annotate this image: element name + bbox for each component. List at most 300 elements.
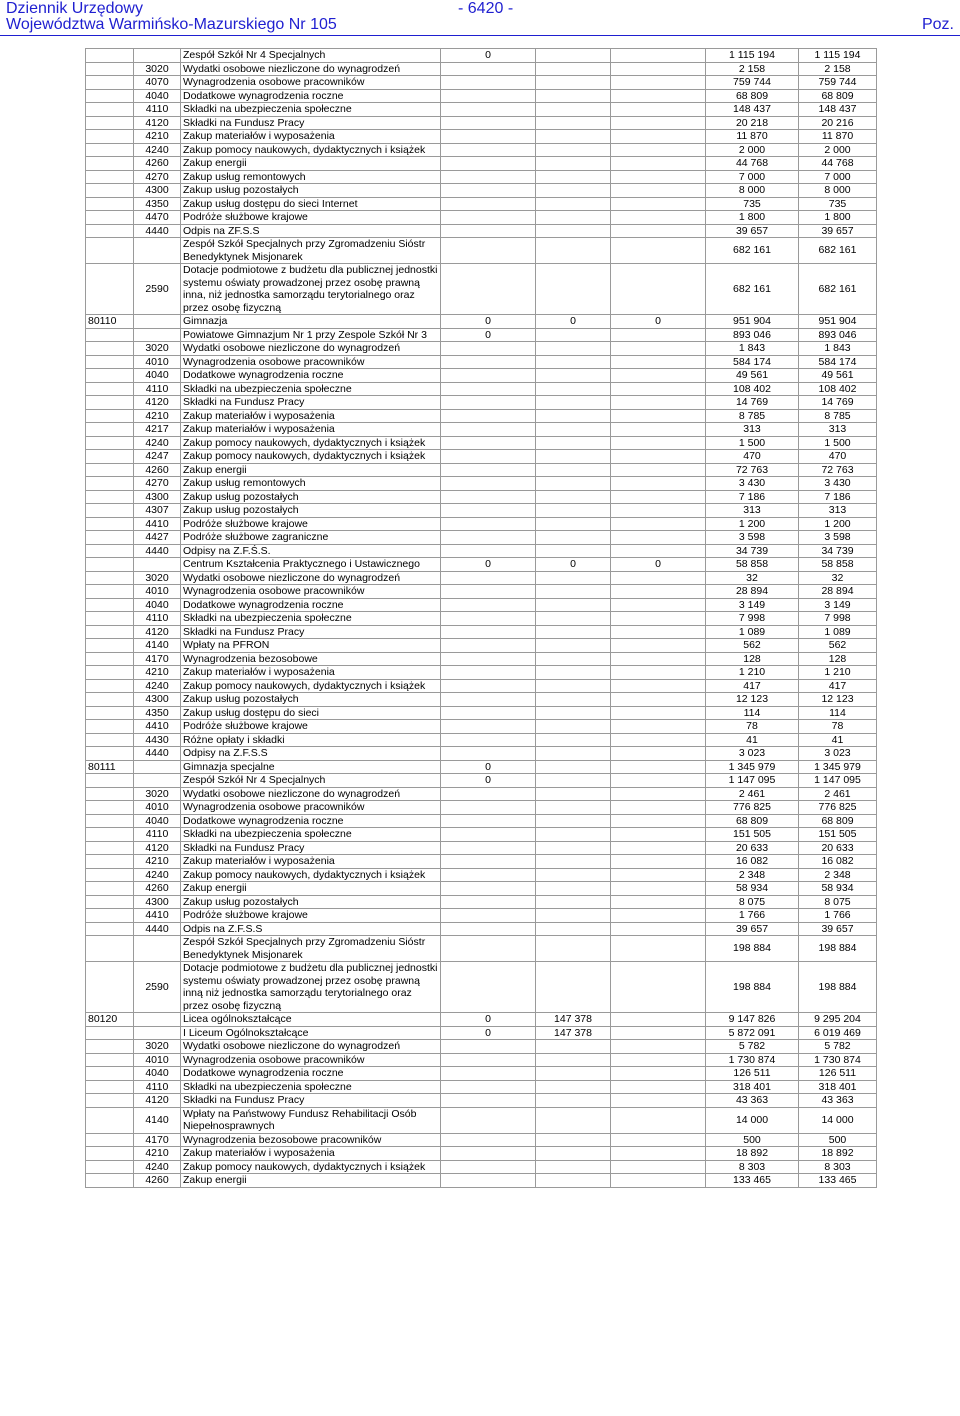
section-code-cell (86, 103, 134, 117)
description-cell: Zakup usług pozostałych (181, 184, 441, 198)
paragraph-code-cell: 4260 (134, 882, 181, 896)
amount-col-1-cell (441, 1107, 536, 1133)
amount-col-5-cell: 14 769 (799, 396, 877, 410)
amount-col-2-cell (536, 652, 611, 666)
table-row (86, 76, 877, 90)
amount-col-1-cell: 0 (441, 760, 536, 774)
amount-col-3-cell (611, 760, 706, 774)
table-row (86, 409, 877, 423)
paragraph-code-cell: 4350 (134, 706, 181, 720)
section-code-cell (86, 922, 134, 936)
amount-col-5-cell: 3 598 (799, 531, 877, 545)
amount-col-2-cell (536, 369, 611, 383)
amount-col-1-cell (441, 1080, 536, 1094)
amount-col-1-cell (441, 490, 536, 504)
amount-col-4-cell: 951 904 (706, 315, 799, 329)
paragraph-code-cell: 4440 (134, 922, 181, 936)
table-row (86, 814, 877, 828)
section-code-cell (86, 1133, 134, 1147)
table-row (86, 733, 877, 747)
amount-col-5-cell: 470 (799, 450, 877, 464)
amount-col-3-cell (611, 841, 706, 855)
section-code-cell (86, 382, 134, 396)
section-code-cell (86, 828, 134, 842)
section-code-cell (86, 585, 134, 599)
table-row (86, 436, 877, 450)
table-row (86, 1040, 877, 1054)
amount-col-3-cell (611, 598, 706, 612)
amount-col-2-cell (536, 1080, 611, 1094)
amount-col-5-cell: 562 (799, 639, 877, 653)
table-row (86, 315, 877, 329)
amount-col-2-cell (536, 841, 611, 855)
section-code-cell (86, 211, 134, 225)
amount-col-3-cell (611, 409, 706, 423)
section-code-cell (86, 436, 134, 450)
amount-col-3-cell (611, 666, 706, 680)
table-row (86, 1080, 877, 1094)
amount-col-1-cell (441, 882, 536, 896)
amount-col-3-cell (611, 116, 706, 130)
amount-col-4-cell: 8 075 (706, 895, 799, 909)
amount-col-4-cell: 114 (706, 706, 799, 720)
amount-col-3-cell (611, 369, 706, 383)
amount-col-4-cell: 43 363 (706, 1094, 799, 1108)
amount-col-1-cell (441, 238, 536, 264)
description-cell: Zakup usług pozostałych (181, 693, 441, 707)
amount-col-4-cell: 5 782 (706, 1040, 799, 1054)
amount-col-3-cell (611, 463, 706, 477)
paragraph-code-cell: 4110 (134, 382, 181, 396)
amount-col-3-cell (611, 720, 706, 734)
description-cell: Zakup energii (181, 157, 441, 171)
table-row (86, 382, 877, 396)
description-cell: Licea ogólnokształcące (181, 1013, 441, 1027)
description-cell: Gimnazja (181, 315, 441, 329)
amount-col-1-cell (441, 531, 536, 545)
table-row (86, 1107, 877, 1133)
table-row (86, 936, 877, 962)
section-code-cell (86, 477, 134, 491)
amount-col-3-cell (611, 625, 706, 639)
description-cell: Zakup materiałów i wyposażenia (181, 423, 441, 437)
section-code-cell (86, 747, 134, 761)
amount-col-2-cell (536, 747, 611, 761)
table-row (86, 342, 877, 356)
paragraph-code-cell: 4110 (134, 612, 181, 626)
amount-col-5-cell: 8 785 (799, 409, 877, 423)
paragraph-code-cell: 4010 (134, 585, 181, 599)
amount-col-3-cell (611, 531, 706, 545)
amount-col-3-cell (611, 1174, 706, 1188)
amount-col-2-cell (536, 355, 611, 369)
amount-col-2-cell (536, 224, 611, 238)
amount-col-2-cell (536, 328, 611, 342)
amount-col-5-cell: 9 295 204 (799, 1013, 877, 1027)
paragraph-code-cell (134, 315, 181, 329)
amount-col-4-cell: 1 800 (706, 211, 799, 225)
amount-col-4-cell: 1 147 095 (706, 774, 799, 788)
amount-col-1-cell (441, 1147, 536, 1161)
section-code-cell (86, 639, 134, 653)
section-code-cell (86, 962, 134, 1013)
paragraph-code-cell: 4110 (134, 1080, 181, 1094)
amount-col-3-cell (611, 490, 706, 504)
amount-col-5-cell: 58 858 (799, 558, 877, 572)
amount-col-3-cell (611, 733, 706, 747)
amount-col-5-cell: 1 147 095 (799, 774, 877, 788)
amount-col-1-cell (441, 801, 536, 815)
amount-col-3-cell (611, 143, 706, 157)
amount-col-2-cell (536, 342, 611, 356)
table-row (86, 1147, 877, 1161)
amount-col-4-cell: 562 (706, 639, 799, 653)
amount-col-5-cell: 2 000 (799, 143, 877, 157)
paragraph-code-cell: 4140 (134, 1107, 181, 1133)
amount-col-1-cell (441, 1160, 536, 1174)
section-code-cell (86, 369, 134, 383)
table-row (86, 652, 877, 666)
amount-col-4-cell: 34 739 (706, 544, 799, 558)
amount-col-5-cell: 759 744 (799, 76, 877, 90)
amount-col-1-cell: 0 (441, 774, 536, 788)
description-cell: Odpisy na Z.F.Ś.S. (181, 544, 441, 558)
amount-col-3-cell (611, 544, 706, 558)
amount-col-2-cell (536, 909, 611, 923)
description-cell: Zespół Szkół Nr 4 Specjalnych (181, 774, 441, 788)
amount-col-4-cell: 313 (706, 504, 799, 518)
amount-col-5-cell: 58 934 (799, 882, 877, 896)
amount-col-2-cell (536, 211, 611, 225)
amount-col-1-cell (441, 517, 536, 531)
amount-col-1-cell (441, 211, 536, 225)
amount-col-4-cell: 8 000 (706, 184, 799, 198)
section-code-cell (86, 895, 134, 909)
paragraph-code-cell: 4040 (134, 89, 181, 103)
amount-col-5-cell: 49 561 (799, 369, 877, 383)
description-cell: Wynagrodzenia osobowe pracowników (181, 76, 441, 90)
amount-col-1-cell (441, 1067, 536, 1081)
amount-col-3-cell: 0 (611, 315, 706, 329)
amount-col-3-cell (611, 747, 706, 761)
description-cell: Wynagrodzenia osobowe pracowników (181, 1053, 441, 1067)
amount-col-4-cell: 9 147 826 (706, 1013, 799, 1027)
amount-col-3-cell (611, 612, 706, 626)
paragraph-code-cell: 4270 (134, 477, 181, 491)
description-cell: Składki na Fundusz Pracy (181, 1094, 441, 1108)
table-row (86, 450, 877, 464)
description-cell: Wydatki osobowe niezliczone do wynagrodzeń (181, 62, 441, 76)
section-code-cell (86, 720, 134, 734)
amount-col-2-cell (536, 1133, 611, 1147)
amount-col-5-cell: 1 766 (799, 909, 877, 923)
section-code-cell (86, 116, 134, 130)
section-code-cell (86, 197, 134, 211)
table-row (86, 504, 877, 518)
section-code-cell (86, 612, 134, 626)
amount-col-4-cell: 3 023 (706, 747, 799, 761)
amount-col-5-cell: 1 843 (799, 342, 877, 356)
amount-col-5-cell: 8 075 (799, 895, 877, 909)
amount-col-4-cell: 20 633 (706, 841, 799, 855)
amount-col-4-cell: 68 809 (706, 814, 799, 828)
section-code-cell (86, 882, 134, 896)
section-code-cell (86, 238, 134, 264)
section-code-cell (86, 733, 134, 747)
section-code-cell (86, 1160, 134, 1174)
description-cell: Centrum Kształcenia Praktycznego i Ustawicznego (181, 558, 441, 572)
amount-col-1-cell (441, 598, 536, 612)
paragraph-code-cell: 4260 (134, 463, 181, 477)
amount-col-3-cell (611, 504, 706, 518)
amount-col-3-cell (611, 693, 706, 707)
amount-col-2-cell (536, 760, 611, 774)
table-row (86, 264, 877, 315)
description-cell: Zakup usług pozostałych (181, 895, 441, 909)
table-row (86, 130, 877, 144)
section-code-cell (86, 679, 134, 693)
amount-col-1-cell (441, 1094, 536, 1108)
amount-col-1-cell (441, 922, 536, 936)
amount-col-5-cell: 151 505 (799, 828, 877, 842)
section-code-cell (86, 693, 134, 707)
table-row (86, 787, 877, 801)
table-row (86, 369, 877, 383)
table-row (86, 801, 877, 815)
amount-col-4-cell: 32 (706, 571, 799, 585)
table-row (86, 922, 877, 936)
amount-col-5-cell: 44 768 (799, 157, 877, 171)
amount-col-5-cell: 133 465 (799, 1174, 877, 1188)
table-row (86, 211, 877, 225)
section-code-cell (86, 868, 134, 882)
amount-col-2-cell (536, 828, 611, 842)
amount-col-1-cell (441, 962, 536, 1013)
table-row (86, 558, 877, 572)
section-code-cell: 80111 (86, 760, 134, 774)
amount-col-1-cell (441, 463, 536, 477)
description-cell: Wydatki osobowe niezliczone do wynagrodzeń (181, 342, 441, 356)
paragraph-code-cell: 4120 (134, 841, 181, 855)
amount-col-3-cell: 0 (611, 558, 706, 572)
amount-col-1-cell (441, 342, 536, 356)
amount-col-2-cell (536, 436, 611, 450)
amount-col-3-cell (611, 585, 706, 599)
amount-col-3-cell (611, 936, 706, 962)
amount-col-4-cell: 318 401 (706, 1080, 799, 1094)
description-cell: Wynagrodzenia bezosobowe pracowników (181, 1133, 441, 1147)
table-row (86, 882, 877, 896)
amount-col-4-cell: 7 998 (706, 612, 799, 626)
amount-col-3-cell (611, 909, 706, 923)
paragraph-code-cell: 4300 (134, 693, 181, 707)
paragraph-code-cell: 4040 (134, 814, 181, 828)
amount-col-3-cell (611, 423, 706, 437)
amount-col-2-cell (536, 1160, 611, 1174)
amount-col-2-cell (536, 76, 611, 90)
amount-col-5-cell: 1 089 (799, 625, 877, 639)
table-row (86, 747, 877, 761)
amount-col-2-cell (536, 922, 611, 936)
header-divider (0, 35, 960, 36)
section-code-cell (86, 706, 134, 720)
amount-col-1-cell (441, 130, 536, 144)
amount-col-1-cell: 0 (441, 49, 536, 63)
amount-col-3-cell (611, 224, 706, 238)
section-code-cell (86, 130, 134, 144)
paragraph-code-cell: 4300 (134, 184, 181, 198)
amount-col-5-cell: 148 437 (799, 103, 877, 117)
amount-col-3-cell (611, 828, 706, 842)
description-cell: Podróże służbowe zagraniczne (181, 531, 441, 545)
amount-col-1-cell (441, 504, 536, 518)
amount-col-1-cell (441, 436, 536, 450)
amount-col-4-cell: 16 082 (706, 855, 799, 869)
section-code-cell (86, 143, 134, 157)
amount-col-2-cell (536, 1147, 611, 1161)
section-code-cell (86, 355, 134, 369)
section-code-cell (86, 1174, 134, 1188)
section-code-cell (86, 1040, 134, 1054)
description-cell: Zakup pomocy naukowych, dydaktycznych i książek (181, 868, 441, 882)
paragraph-code-cell: 4350 (134, 197, 181, 211)
amount-col-3-cell (611, 774, 706, 788)
table-row (86, 585, 877, 599)
amount-col-2-cell (536, 130, 611, 144)
amount-col-5-cell: 39 657 (799, 922, 877, 936)
amount-col-3-cell (611, 396, 706, 410)
amount-col-1-cell (441, 62, 536, 76)
description-cell: Wynagrodzenia osobowe pracowników (181, 801, 441, 815)
amount-col-1-cell (441, 170, 536, 184)
section-code-cell (86, 855, 134, 869)
amount-col-1-cell (441, 639, 536, 653)
description-cell: I Liceum Ogólnokształcące (181, 1026, 441, 1040)
amount-col-4-cell: 12 123 (706, 693, 799, 707)
table-row (86, 355, 877, 369)
description-cell: Dotacje podmiotowe z budżetu dla publicznej jednostki systemu oświaty prowadzonej przez osobę prawną inna, niż jednostka samorządu terytorialnego oraz przez osobę fizyczną (181, 264, 441, 315)
amount-col-2-cell (536, 463, 611, 477)
amount-col-1-cell (441, 382, 536, 396)
description-cell: Składki na ubezpieczenia społeczne (181, 1080, 441, 1094)
amount-col-1-cell: 0 (441, 315, 536, 329)
table-row (86, 517, 877, 531)
amount-col-3-cell (611, 328, 706, 342)
section-code-cell (86, 264, 134, 315)
amount-col-5-cell: 20 633 (799, 841, 877, 855)
amount-col-3-cell (611, 89, 706, 103)
amount-col-1-cell: 0 (441, 328, 536, 342)
section-code-cell (86, 76, 134, 90)
amount-col-5-cell: 68 809 (799, 89, 877, 103)
section-code-cell (86, 652, 134, 666)
paragraph-code-cell (134, 936, 181, 962)
description-cell: Składki na ubezpieczenia społeczne (181, 103, 441, 117)
paragraph-code-cell: 4440 (134, 544, 181, 558)
amount-col-1-cell (441, 895, 536, 909)
amount-col-5-cell: 2 461 (799, 787, 877, 801)
amount-col-5-cell: 28 894 (799, 585, 877, 599)
amount-col-2-cell (536, 238, 611, 264)
amount-col-1-cell (441, 733, 536, 747)
amount-col-2-cell: 147 378 (536, 1013, 611, 1027)
amount-col-3-cell (611, 436, 706, 450)
paragraph-code-cell: 4040 (134, 369, 181, 383)
amount-col-5-cell: 7 998 (799, 612, 877, 626)
paragraph-code-cell: 4410 (134, 517, 181, 531)
table-row (86, 598, 877, 612)
amount-col-5-cell: 41 (799, 733, 877, 747)
section-code-cell (86, 1067, 134, 1081)
paragraph-code-cell: 4240 (134, 1160, 181, 1174)
amount-col-4-cell: 1 766 (706, 909, 799, 923)
description-cell: Zakup energii (181, 1174, 441, 1188)
amount-col-1-cell (441, 450, 536, 464)
section-code-cell (86, 89, 134, 103)
amount-col-5-cell: 1 210 (799, 666, 877, 680)
amount-col-3-cell (611, 1040, 706, 1054)
table-row (86, 531, 877, 545)
paragraph-code-cell: 4440 (134, 747, 181, 761)
paragraph-code-cell (134, 1026, 181, 1040)
amount-col-3-cell (611, 342, 706, 356)
amount-col-3-cell (611, 962, 706, 1013)
amount-col-3-cell (611, 895, 706, 909)
amount-col-2-cell (536, 531, 611, 545)
amount-col-5-cell: 313 (799, 504, 877, 518)
amount-col-3-cell (611, 882, 706, 896)
table-row (86, 760, 877, 774)
paragraph-code-cell: 3020 (134, 342, 181, 356)
amount-col-4-cell: 2 000 (706, 143, 799, 157)
amount-col-1-cell (441, 747, 536, 761)
section-code-cell (86, 49, 134, 63)
paragraph-code-cell: 4170 (134, 1133, 181, 1147)
description-cell: Różne opłaty i składki (181, 733, 441, 747)
paragraph-code-cell: 3020 (134, 787, 181, 801)
description-cell: Składki na Fundusz Pracy (181, 841, 441, 855)
paragraph-code-cell: 4240 (134, 868, 181, 882)
paragraph-code-cell: 4210 (134, 130, 181, 144)
amount-col-3-cell (611, 801, 706, 815)
paragraph-code-cell: 4110 (134, 103, 181, 117)
section-code-cell (86, 1026, 134, 1040)
description-cell: Wynagrodzenia osobowe pracowników (181, 585, 441, 599)
paragraph-code-cell: 4010 (134, 801, 181, 815)
description-cell: Zakup materiałów i wyposażenia (181, 130, 441, 144)
description-cell: Podróże służbowe krajowe (181, 517, 441, 531)
amount-col-3-cell (611, 1026, 706, 1040)
description-cell: Zakup pomocy naukowych, dydaktycznych i książek (181, 1160, 441, 1174)
description-cell: Zakup energii (181, 463, 441, 477)
amount-col-3-cell (611, 477, 706, 491)
amount-col-2-cell (536, 1053, 611, 1067)
amount-col-2-cell (536, 477, 611, 491)
amount-col-1-cell (441, 103, 536, 117)
amount-col-5-cell: 735 (799, 197, 877, 211)
amount-col-2-cell (536, 197, 611, 211)
journal-subtitle: Województwa Warmińsko-Mazurskiego Nr 105 (6, 16, 337, 33)
section-code-cell (86, 423, 134, 437)
paragraph-code-cell: 4040 (134, 598, 181, 612)
amount-col-4-cell: 1 089 (706, 625, 799, 639)
table-row (86, 116, 877, 130)
paragraph-code-cell (134, 774, 181, 788)
description-cell: Zakup usług dostępu do sieci Internet (181, 197, 441, 211)
amount-col-3-cell (611, 450, 706, 464)
amount-col-3-cell (611, 1147, 706, 1161)
paragraph-code-cell: 4210 (134, 1147, 181, 1161)
